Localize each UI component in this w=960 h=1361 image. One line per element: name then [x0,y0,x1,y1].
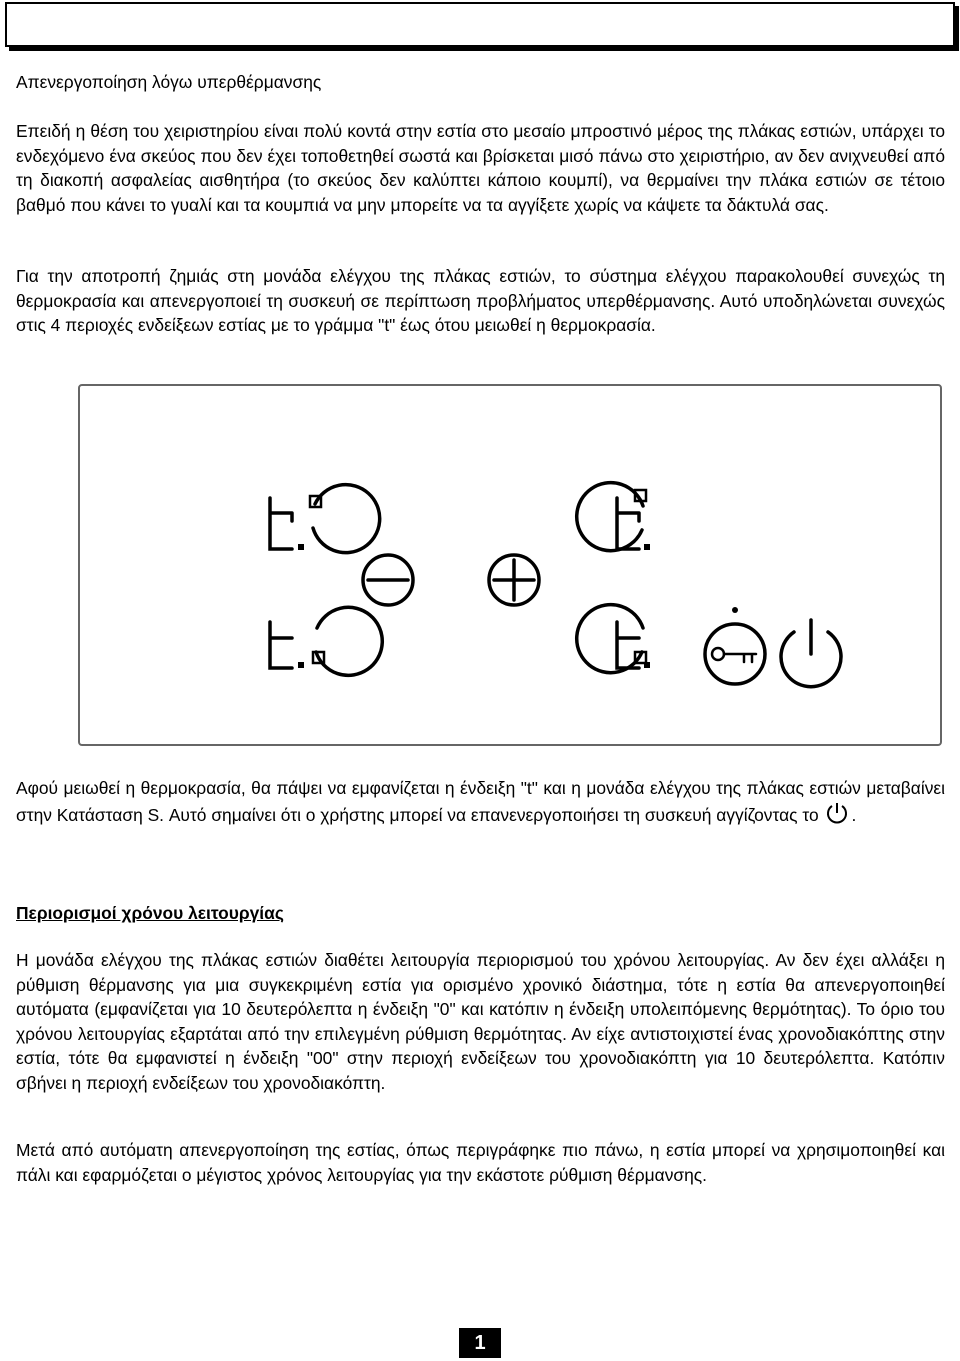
zone-display-bottom-right [577,605,650,673]
page-number: 1 [459,1328,501,1358]
zone-display-top-left [270,485,380,553]
paragraph-after-auto-off: Μετά από αυτόματη απενεργοποίηση της εστίας, όπως περιγράφηκε πιο πάνω, η εστία μπορεί να χρησιμοποιηθεί και πάλι και εφαρμόζεται ο μέγιστος χρόνος λειτουργίας για την εκάστοτε ρύθμιση θέρμανσης. [16,1140,945,1185]
section-title-time-limits: Περιορισμοί χρόνου λειτουργίας [16,903,284,923]
control-panel-drawing [80,386,940,744]
paragraph-state-s-end: . [851,804,857,825]
page-header-box [5,2,955,47]
paragraph-state-s [16,776,945,831]
power-icon [781,620,841,687]
zone-display-bottom-left [270,607,382,675]
paragraph-overheat-cause: Επειδή η θέση του χειριστηρίου είναι πολύ κοντά στην εστία στο μεσαίο μπροστινό μέρος της πλάκας εστιών, υπάρχει το ενδεχόμενο ένα σκεύος που δεν έχει τοποθετηθεί σωστά και βρίσκεται μισό πάνω στο χειριστήριο, αν δεν ανιχνευθεί από τη διακοπή ασφαλείας αισθητήρα (το σκεύος δεν καλύπτει κάποιο κουμπί), να θερμαίνει την πλάκα εστιών σε τέτοιο βαθμό που κάνει το γυαλί και τα κουμπιά να μην μπορείτε να τα αγγίξετε χωρίς να κάψετε τα δάκτυλά σας. [16,121,945,215]
paragraph-state-s-text: Αφού μειωθεί η θερμοκρασία, θα πάψει να εμφανίζεται η ένδειξη "t" και η μονάδα ελέγχου της πλάκας εστιών μεταβαίνει στην Κατάσταση S. Αυτό σημαίνει ότι ο χρήστης μπορεί να επανενεργοποιήσει τη συσκευή αγγίζοντας το [16,778,945,825]
power-icon [825,801,849,832]
control-panel-diagram [78,384,942,746]
minus-icon [363,555,413,605]
zone-display-top-right [577,483,650,551]
key-lock-icon [705,607,765,684]
section-title-overheat: Απενεργοποίηση λόγω υπερθέρμανσης [16,72,322,92]
plus-icon [489,555,539,605]
paragraph-overheat-protection: Για την αποτροπή ζημιάς στη μονάδα ελέγχου της πλάκας εστιών, το σύστημα ελέγχου παρακολουθεί συνεχώς τη θερμοκρασία και απενεργοποιεί τη συσκευή σε περίπτωση προβλήματος υπερθέρμανσης. Αυτό υποδηλώνεται συνεχώς στις 4 περιοχές ενδείξεων εστίας με το γράμμα "t" έως ότου μειωθεί η θερμοκρασία. [16,266,945,335]
paragraph-time-limit-function: Η μονάδα ελέγχου της πλάκας εστιών διαθέτει λειτουργία περιορισμού του χρόνου λειτουργίας. Αν δεν έχει αλλάξει η ρύθμιση θέρμανσης για μια συγκεκριμένη εστία για ορισμένο χρονικό διάστημα, τότε η εστία θα απενεργοποιηθεί αυτόματα (εμφανίζεται για 10 δευτερόλεπτα η ένδειξη "0" και κατόπιν η ένδειξη υπολειπόμενης θερμότητας). Το όριο του χρόνου λειτουργίας εξαρτάται από την επιλεγμένη ρύθμιση θερμότητας. Αν είχε αντιστοιχιστεί ένας χρονοδιακόπτης στην εστία, τότε θα εμφανιστεί η ένδειξη "00" στην περιοχή ενδείξεων του χρονοδιακόπτη για 10 δευτερόλεπτα. Κατόπιν σβήνει η περιοχή ενδείξεων του χρονοδιακόπτη. [16,950,945,1093]
